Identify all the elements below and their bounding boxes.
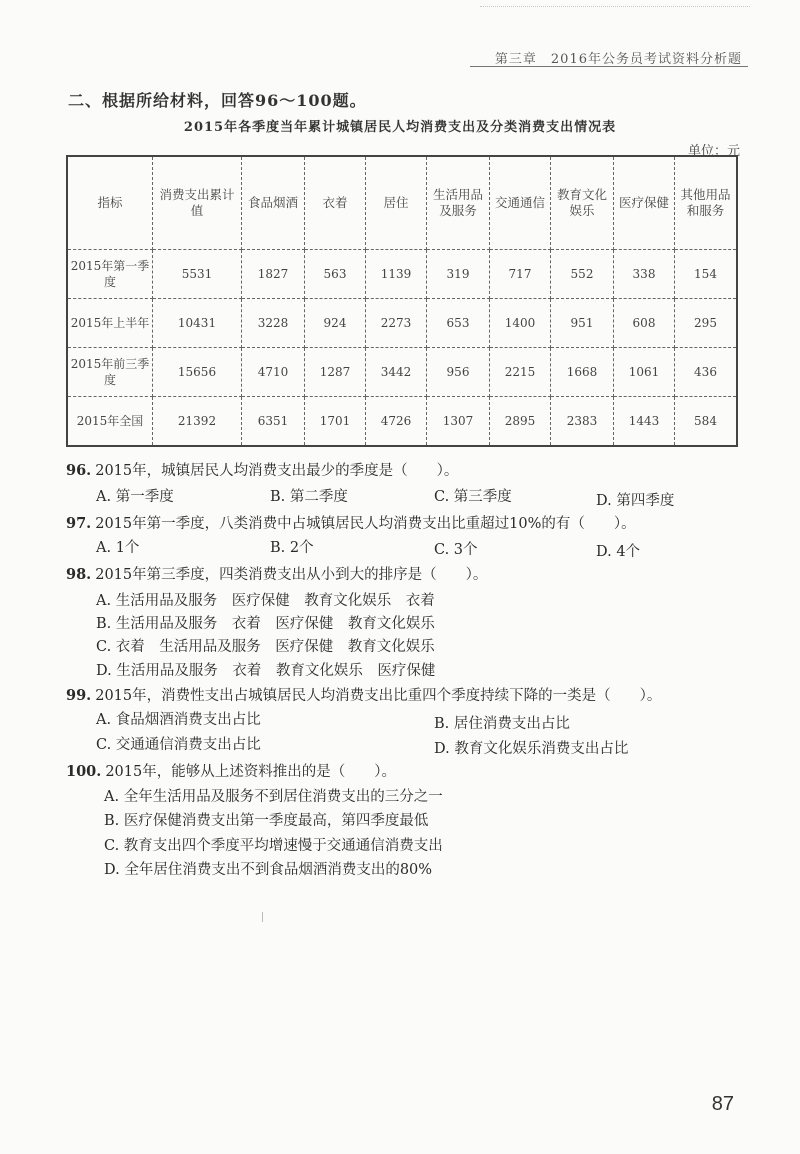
table-cell: 338: [614, 250, 675, 299]
question-96: [66, 459, 458, 480]
table-header-cell: 医疗保健: [614, 156, 675, 250]
top-dotted-rule: [480, 6, 750, 7]
table-row: [67, 299, 737, 348]
unit-label: 单位：元: [687, 144, 740, 159]
table-cell: 2273: [366, 299, 427, 348]
question-99: [66, 684, 661, 705]
option-a: A. 1个: [96, 540, 140, 556]
option-c: C. 交通通信消费支出占比: [96, 737, 261, 753]
option-d: D. 生活用品及服务 衣着 教育文化娱乐 医疗保健: [96, 663, 436, 679]
table-cell: 6351: [242, 397, 305, 447]
option-d: D. 教育文化娱乐消费支出占比: [434, 741, 629, 757]
question-text: 2015年，城镇居民人均消费支出最少的季度是（ ）。: [95, 463, 459, 479]
table-cell: 2895: [490, 397, 551, 447]
table-header-cell: 指标: [67, 156, 153, 250]
page-number: 87: [711, 1093, 734, 1115]
scan-speck: [262, 912, 263, 922]
option-c: C. 衣着 生活用品及服务 医疗保健 教育文化娱乐: [96, 639, 435, 655]
question-number: 97.: [66, 515, 92, 532]
question-number: 99.: [66, 687, 92, 704]
table-cell: 653: [427, 299, 490, 348]
table-header-cell: 居住: [366, 156, 427, 250]
table-cell: 717: [490, 250, 551, 299]
table-cell: 2015年上半年: [67, 299, 153, 348]
table-cell: 5531: [153, 250, 242, 299]
table-row: [67, 250, 737, 299]
table-cell: 951: [551, 299, 614, 348]
section-heading: 二、根据所给材料，回答96～100题。: [68, 91, 367, 110]
table-header-row: [67, 156, 737, 250]
option-d: D. 第四季度: [596, 493, 675, 509]
option-b: B. 居住消费支出占比: [434, 716, 570, 732]
question-text: 2015年第一季度，八类消费中占城镇居民人均消费支出比重超过10%的有（ ）。: [95, 516, 636, 532]
option-a: A. 全年生活用品及服务不到居住消费支出的三分之一: [104, 789, 443, 805]
question-number: 96.: [66, 462, 92, 479]
table-cell: 21392: [153, 397, 242, 447]
table-cell: 1400: [490, 299, 551, 348]
table-cell: 3442: [366, 348, 427, 397]
option-c: C. 3个: [434, 542, 478, 558]
table-row: [67, 397, 737, 447]
table-cell: 154: [675, 250, 738, 299]
table-cell: 10431: [153, 299, 242, 348]
table-cell: 1827: [242, 250, 305, 299]
option-a: A. 食品烟酒消费支出占比: [96, 712, 261, 728]
question-number: 100.: [66, 763, 102, 780]
question-text: 2015年第三季度，四类消费支出从小到大的排序是（ ）。: [95, 567, 488, 583]
option-a: A. 第一季度: [96, 489, 174, 505]
option-d: D. 全年居住消费支出不到食品烟酒消费支出的80%: [104, 862, 433, 878]
table-cell: 552: [551, 250, 614, 299]
consumption-table: [66, 155, 738, 447]
option-b: B. 第二季度: [270, 489, 348, 505]
question-text: 2015年，能够从上述资料推出的是（ ）。: [105, 764, 396, 780]
table-row: [67, 348, 737, 397]
table-cell: 295: [675, 299, 738, 348]
running-head: 第三章 2016年公务员考试资料分析题: [494, 52, 742, 67]
table-header-cell: 衣着: [305, 156, 366, 250]
table-header-cell: 消费支出累计值: [153, 156, 242, 250]
table-cell: 4710: [242, 348, 305, 397]
question-text: 2015年，消费性支出占城镇居民人均消费支出比重四个季度持续下降的一类是（ ）。: [95, 688, 662, 704]
table-cell: 319: [427, 250, 490, 299]
option-c: C. 教育支出四个季度平均增速慢于交通通信消费支出: [104, 838, 443, 854]
table-cell: 2015年全国: [67, 397, 153, 447]
table-cell: 1443: [614, 397, 675, 447]
table-header-cell: 食品烟酒: [242, 156, 305, 250]
table-cell: 2383: [551, 397, 614, 447]
question-100: [66, 760, 396, 781]
table-cell: 2215: [490, 348, 551, 397]
table-cell: 436: [675, 348, 738, 397]
table-cell: 1139: [366, 250, 427, 299]
table-cell: 2015年第一季度: [67, 250, 153, 299]
table-header-cell: 其他用品和服务: [675, 156, 738, 250]
question-number: 98.: [66, 566, 92, 583]
option-d: D. 4个: [596, 544, 641, 560]
table-cell: 1307: [427, 397, 490, 447]
table-header-cell: 生活用品及服务: [427, 156, 490, 250]
question-98: [66, 563, 487, 584]
table-cell: 1061: [614, 348, 675, 397]
header-rule: [470, 66, 748, 67]
table-cell: 4726: [366, 397, 427, 447]
option-b: B. 医疗保健消费支出第一季度最高，第四季度最低: [104, 813, 429, 829]
table-cell: 1287: [305, 348, 366, 397]
option-c: C. 第三季度: [434, 489, 512, 505]
option-b: B. 2个: [270, 540, 314, 556]
table-header-cell: 交通通信: [490, 156, 551, 250]
table-header-cell: 教育文化娱乐: [551, 156, 614, 250]
table-cell: 584: [675, 397, 738, 447]
table-cell: 924: [305, 299, 366, 348]
table-cell: 2015年前三季度: [67, 348, 153, 397]
option-a: A. 生活用品及服务 医疗保健 教育文化娱乐 衣着: [96, 593, 435, 609]
table-cell: 608: [614, 299, 675, 348]
table-cell: 1668: [551, 348, 614, 397]
table-cell: 956: [427, 348, 490, 397]
table-cell: 1701: [305, 397, 366, 447]
table-cell: 3228: [242, 299, 305, 348]
table-cell: 15656: [153, 348, 242, 397]
table-title: 2015年各季度当年累计城镇居民人均消费支出及分类消费支出情况表: [183, 120, 617, 135]
question-97: [66, 512, 636, 533]
table-cell: 563: [305, 250, 366, 299]
option-b: B. 生活用品及服务 衣着 医疗保健 教育文化娱乐: [96, 616, 435, 632]
